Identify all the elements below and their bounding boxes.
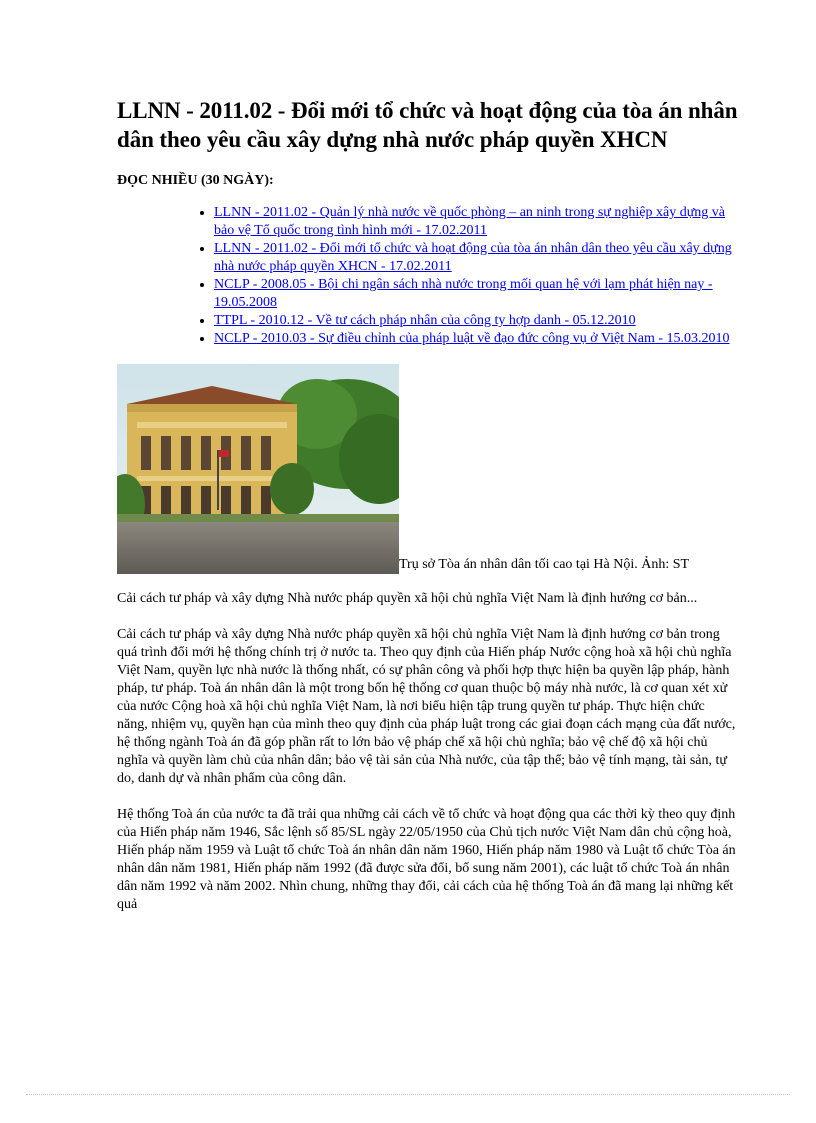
list-item (214, 330, 742, 348)
most-read-link[interactable]: NCLP - 2008.05 - Bội chi ngân sách nhà nước trong mối quan hệ với lạm phát hiện nay - 19.05.2008 (214, 277, 713, 310)
supreme-court-building-photo (117, 364, 399, 574)
list-item (214, 312, 742, 330)
list-item (214, 240, 742, 276)
article-paragraph: Cải cách tư pháp và xây dựng Nhà nước pháp quyền xã hội chủ nghĩa Việt Nam là định hướng cơ bản trong quá trình đổi mới hệ thống chính trị ở nước ta. Theo quy định của Hiến pháp Nước cộng hoà xã hội chủ nghĩa Việt Nam, quyền lực nhà nước là thống nhất, có sự phân công và phối hợp thực hiện ba quyền lập pháp, hành pháp, tư pháp. Toà án nhân dân là một trong bốn hệ thống cơ quan thuộc bộ máy nhà nước, là cơ quan xét xử của nước Cộng hoà xã hội chủ nghĩa Việt Nam, là nơi biểu hiện tập trung quyền tư pháp. Thực hiện chức năng, nhiệm vụ, quyền hạn của mình theo quy định của pháp luật trong các giai đoạn cách mạng của đất nước, hệ thống ngành Toà án đã góp phần rất to lớn bảo vệ pháp chế xã hội chủ nghĩa; bảo vệ chế độ xã hội chủ nghĩa và quyền làm chủ của nhân dân; bảo vệ tài sản của Nhà nước, của tập thể; bảo vệ tính mạng, tài sản, tự do, danh dự và nhân phẩm của công dân. (117, 627, 736, 786)
most-read-list (117, 204, 742, 348)
most-read-link[interactable]: NCLP - 2010.03 - Sự điều chỉnh của pháp luật về đạo đức công vụ ở Việt Nam - 15.03.2010 (214, 331, 730, 346)
list-item (214, 204, 742, 240)
most-read-link[interactable]: LLNN - 2011.02 - Đổi mới tổ chức và hoạt động của tòa án nhân dân theo yêu cầu xây dựng nhà nước pháp quyền XHCN - 17.02.2011 (214, 241, 732, 274)
article-title: LLNN - 2011.02 - Đổi mới tổ chức và hoạt động của tòa án nhân dân theo yêu cầu xây dựng nhà nước pháp quyền XHCN (117, 98, 738, 152)
page-bottom-divider (26, 1094, 790, 1095)
article-summary: Cải cách tư pháp và xây dựng Nhà nước pháp quyền xã hội chủ nghĩa Việt Nam là định hướng cơ bản... (117, 591, 698, 606)
figure (117, 364, 742, 574)
most-read-heading: ĐỌC NHIỀU (30 NGÀY): (117, 173, 274, 188)
list-item (214, 276, 742, 312)
photo-caption: Trụ sở Tòa án nhân dân tối cao tại Hà Nội. Ảnh: ST (399, 557, 690, 572)
most-read-link[interactable]: LLNN - 2011.02 - Quản lý nhà nước về quốc phòng – an ninh trong sự nghiệp xây dựng và bảo vệ Tổ quốc trong tình hình mới - 17.02.2011 (214, 205, 725, 238)
most-read-link[interactable]: TTPL - 2010.12 - Về tư cách pháp nhân của công ty hợp danh - 05.12.2010 (214, 313, 636, 328)
document-page (117, 96, 742, 932)
article-paragraph: Hệ thống Toà án của nước ta đã trải qua những cải cách về tổ chức và hoạt động qua các thời kỳ theo quy định của Hiến pháp năm 1946, Sắc lệnh số 85/SL ngày 22/05/1950 của Chủ tịch nước Việt Nam dân chủ cộng hoà, Hiến pháp năm 1959 và Luật tổ chức Toà án nhân dân năm 1960, Hiến pháp năm 1980 và Luật tổ chức Tòa án nhân dân năm 1981, Hiến pháp năm 1992 (đã được sửa đổi, bổ sung năm 2001), các luật tổ chức Toà án nhân dân năm 1992 và năm 2002. Nhìn chung, những thay đổi, cải cách của hệ thống Toà án đã mang lại những kết quả (117, 807, 736, 912)
